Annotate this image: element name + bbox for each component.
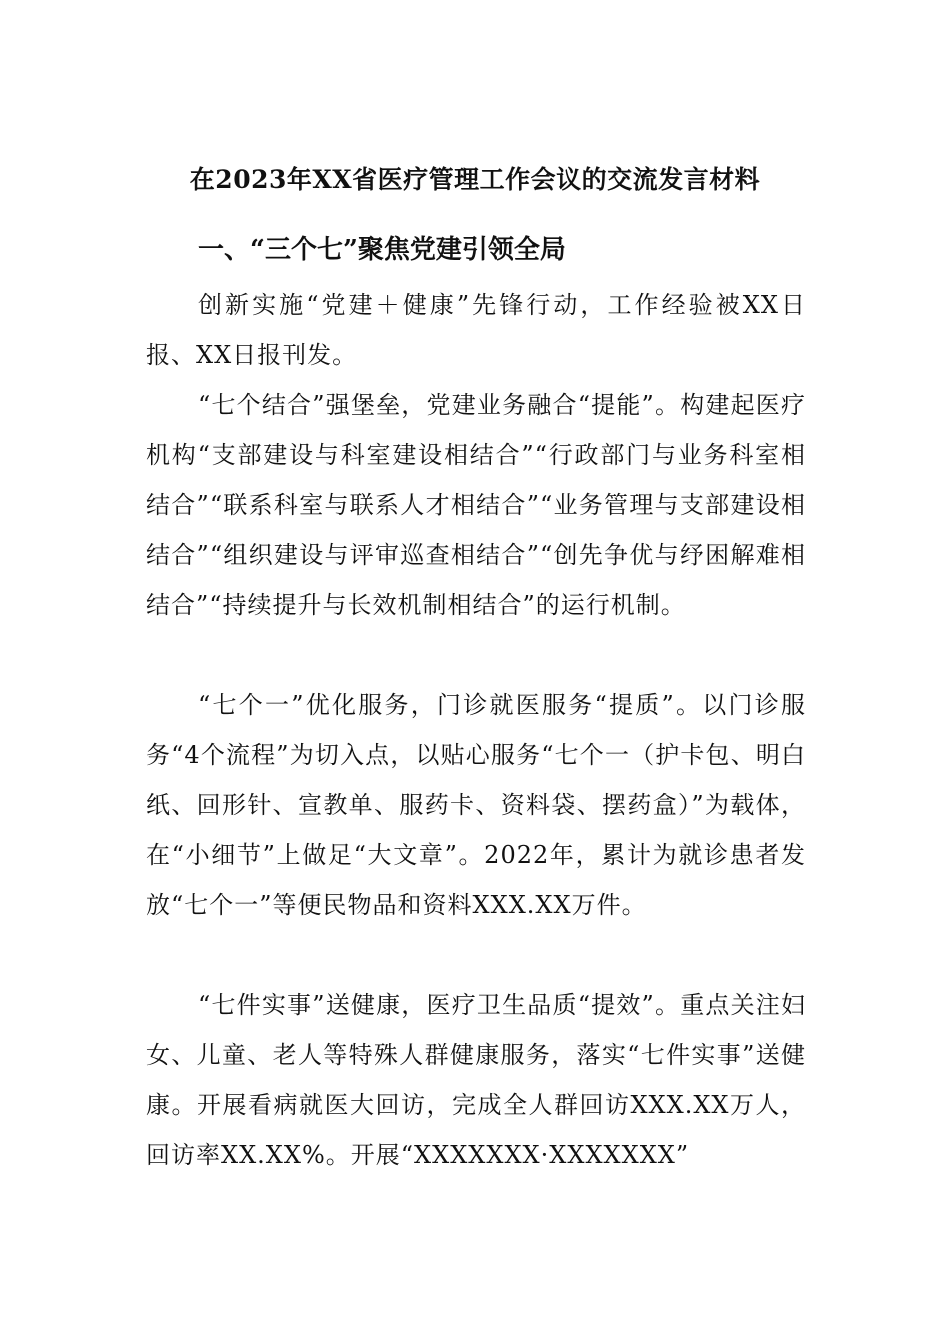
paragraph-3: “七个一”优化服务，门诊就医服务“提质”。以门诊服务“4个流程”为切入点，以贴心服务“七个一（护卡包、明白纸、回形针、宣教单、服药卡、资料袋、摆药盒）”为载体，在“小细节”上做足“大文章”。2022年，累计为就诊患者发放“七个一”等便民物品和资料XXX.XX万件。 — [146, 691, 806, 919]
paragraph-1: 创新实施“党建＋健康”先锋行动，工作经验被XX日报、XX日报刊发。 — [146, 291, 806, 369]
document-title: 在2023年XX省医疗管理工作会议的交流发言材料 — [189, 165, 761, 194]
paragraph-2: “七个结合”强堡垒，党建业务融合“提能”。构建起医疗机构“支部建设与科室建设相结合”“行政部门与业务科室相结合”“联系科室与联系人才相结合”“业务管理与支部建设相结合”“组织建设与评审巡查相结合”“创先争优与纾困解难相结合”“持续提升与长效机制相结合”的运行机制。 — [146, 391, 806, 619]
paragraph-4: “七件实事”送健康，医疗卫生品质“提效”。重点关注妇女、儿童、老人等特殊人群健康服务，落实“七件实事”送健康。开展看病就医大回访，完成全人群回访XXX.XX万人，回访率XX.XX%。开展“XXXXXXX·XXXXXXX” — [146, 991, 806, 1169]
section-heading: 一、“三个七”聚焦党建引领全局 — [198, 235, 566, 265]
